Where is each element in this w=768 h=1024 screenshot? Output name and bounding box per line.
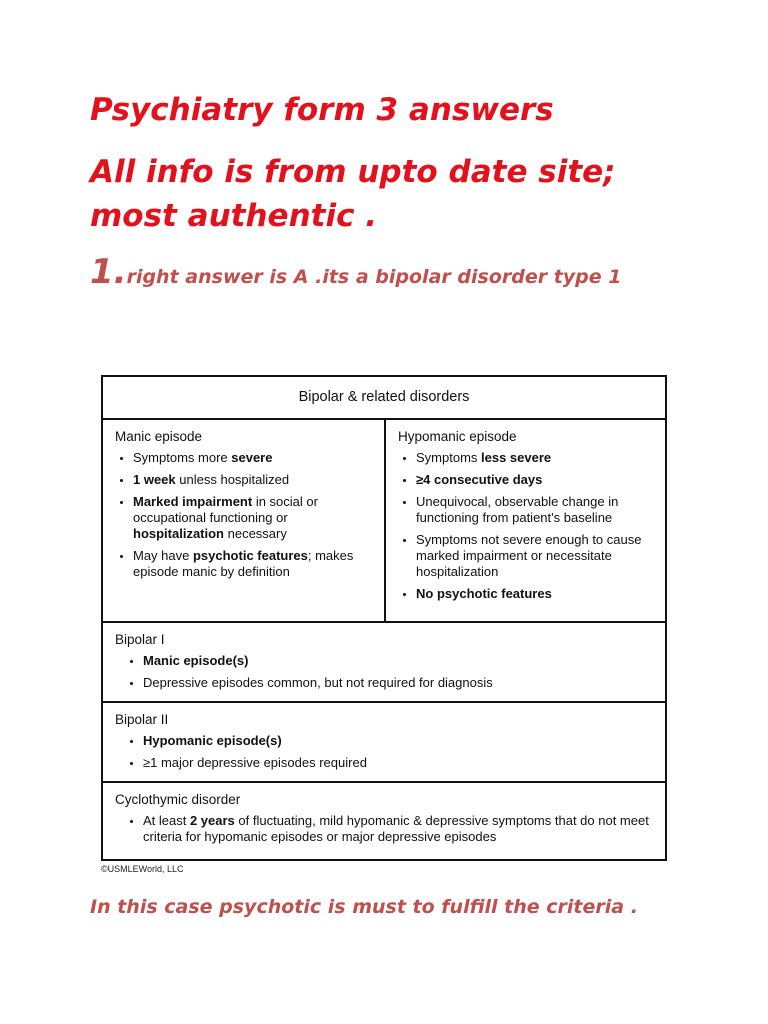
text: Symptoms — [416, 450, 482, 465]
list-item — [133, 548, 372, 580]
subtitle-text: All info is from upto date site; most authentic . — [90, 154, 616, 234]
list-item — [416, 450, 653, 466]
text: of fluctuating, mild hypomanic & depressive symptoms that do not meet criteria for hypomanic episodes or major depressive episodes — [143, 813, 649, 844]
list-item — [416, 586, 653, 602]
list-item — [143, 813, 653, 845]
cyclothymic-row — [103, 783, 665, 859]
table-title: Bipolar & related disorders — [103, 377, 665, 420]
bipolar-1-row — [103, 623, 665, 703]
bipolar-1-heading: Bipolar I — [115, 632, 165, 647]
manic-list — [115, 450, 372, 580]
manic-heading: Manic episode — [115, 429, 203, 444]
bipolar-2-row — [103, 703, 665, 783]
list-item — [143, 733, 653, 749]
list-item — [133, 472, 372, 488]
list-item — [416, 472, 653, 488]
list-item — [133, 494, 372, 542]
answer-text: right answer is A .its a bipolar disorder type 1 — [126, 266, 622, 288]
bold-text: less severe — [481, 450, 552, 465]
bold-text: psychotic features — [192, 548, 308, 563]
bold-text: ≥4 consecutive days — [416, 472, 543, 487]
page-subtitle — [90, 150, 660, 238]
bold-text: Manic episode(s) — [143, 653, 249, 668]
hypomanic-episode-cell — [386, 420, 665, 621]
bold-text: 1 week — [133, 472, 176, 487]
list-item — [143, 675, 653, 691]
hypomanic-heading: Hypomanic episode — [398, 429, 517, 444]
bipolar-1-list — [115, 653, 653, 691]
page-title: Psychiatry form 3 answers — [90, 92, 554, 128]
bold-text: Marked impairment — [133, 494, 253, 509]
list-item — [143, 755, 653, 771]
text: ≥1 major depressive episodes required — [143, 755, 367, 770]
answer-line — [90, 252, 622, 292]
cyclothymic-list — [115, 813, 653, 845]
cyclothymic-heading: Cyclothymic disorder — [115, 792, 241, 807]
text: Symptoms more — [133, 450, 232, 465]
bold-text: Hypomanic episode(s) — [143, 733, 282, 748]
text: Symptoms not severe enough to cause marked impairment or necessitate hospitalization — [416, 532, 642, 579]
text: ; makes episode manic by definition — [133, 548, 354, 579]
hypomanic-list — [398, 450, 653, 602]
closing-note: In this case psychotic is must to fulfill the criteria . — [90, 896, 638, 918]
answer-number: 1. — [90, 252, 127, 292]
text: unless hospitalized — [175, 472, 290, 487]
bold-text: hospitalization — [133, 526, 224, 541]
bold-text: No psychotic features — [416, 586, 552, 601]
copyright-notice: ©USMLEWorld, LLC — [101, 864, 184, 874]
text: At least — [143, 813, 190, 828]
bold-text: severe — [231, 450, 273, 465]
text: Unequivocal, observable change in functioning from patient's baseline — [416, 494, 619, 525]
episodes-row — [103, 420, 665, 623]
list-item — [143, 653, 653, 669]
bold-text: 2 years — [189, 813, 235, 828]
list-item — [416, 532, 653, 580]
text: Depressive episodes common, but not required for diagnosis — [143, 675, 493, 690]
bipolar-2-list — [115, 733, 653, 771]
manic-episode-cell — [103, 420, 386, 621]
text: necessary — [224, 526, 287, 541]
bipolar-table — [101, 375, 667, 861]
text: May have — [133, 548, 193, 563]
text: in social or occupational functioning or — [133, 494, 318, 525]
list-item — [133, 450, 372, 466]
list-item — [416, 494, 653, 526]
bipolar-2-heading: Bipolar II — [115, 712, 169, 727]
